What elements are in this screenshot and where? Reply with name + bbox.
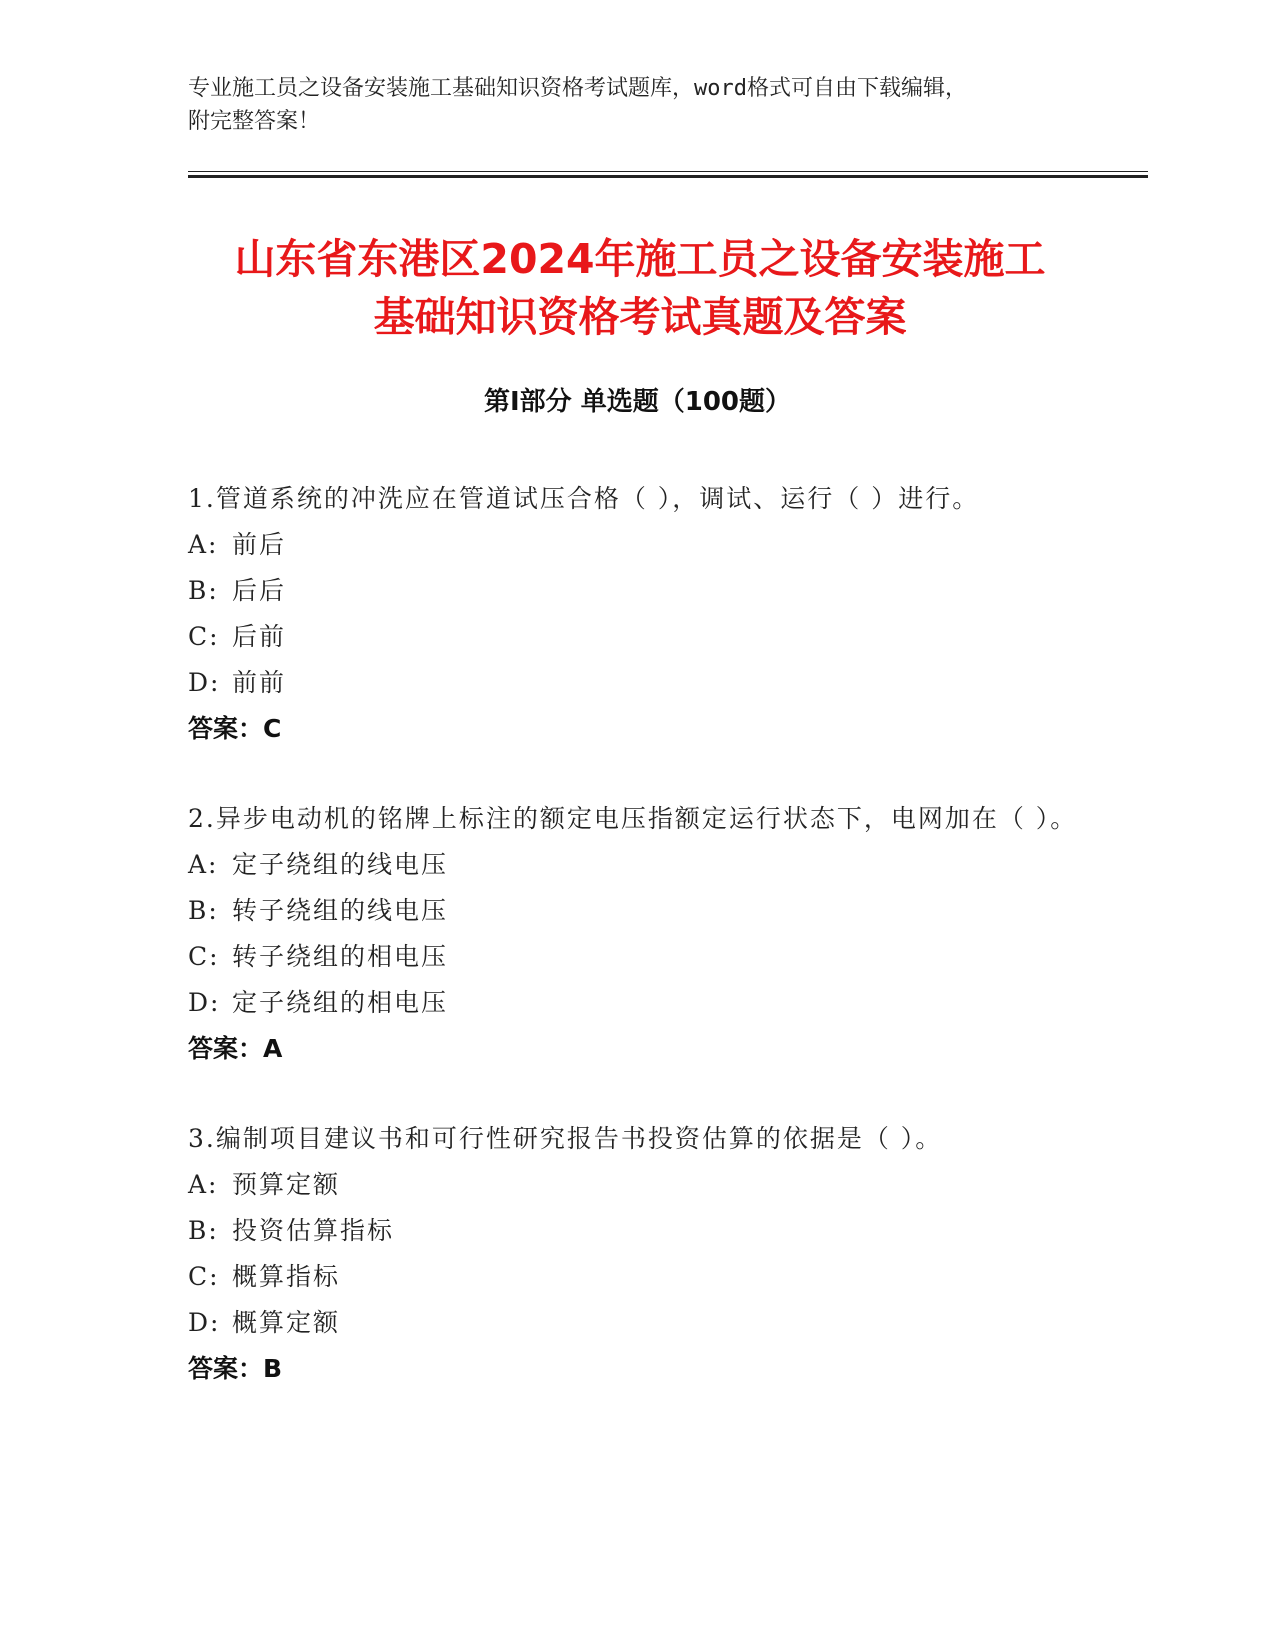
option-key: A: xyxy=(188,530,219,559)
option-a xyxy=(188,842,1088,888)
option-b xyxy=(188,1208,1088,1254)
option-key: C: xyxy=(188,622,220,651)
option-key: D: xyxy=(188,1308,221,1337)
option-key: A: xyxy=(188,850,219,879)
option-d xyxy=(188,1300,1088,1346)
option-a xyxy=(188,1162,1088,1208)
question-answer: 答案：C xyxy=(188,714,282,743)
header-note-line1: 专业施工员之设备安装施工基础知识资格考试题库，word格式可自由下载编辑， xyxy=(188,76,967,101)
option-d xyxy=(188,980,1088,1026)
document-title-line1: 山东省东港区2024年施工员之设备安装施工 xyxy=(234,235,1046,283)
option-key: B: xyxy=(188,1216,219,1245)
option-key: B: xyxy=(188,896,219,925)
document-title xyxy=(140,230,1140,346)
option-text: 转子绕组的相电压 xyxy=(232,942,449,971)
option-a xyxy=(188,522,1088,568)
question-1 xyxy=(188,476,1088,752)
option-key: D: xyxy=(188,988,221,1017)
option-key: B: xyxy=(188,576,219,605)
option-text: 投资估算指标 xyxy=(232,1216,395,1245)
question-stem: 1.管道系统的冲洗应在管道试压合格（ ），调试、运行（ ）进行。 xyxy=(188,484,980,513)
option-c xyxy=(188,934,1088,980)
option-text: 预算定额 xyxy=(232,1170,341,1199)
option-text: 定子绕组的线电压 xyxy=(232,850,449,879)
header-note-line2: 附完整答案！ xyxy=(188,109,321,134)
option-text: 转子绕组的线电压 xyxy=(232,896,449,925)
option-text: 定子绕组的相电压 xyxy=(232,988,449,1017)
option-key: C: xyxy=(188,942,220,971)
document-title-line2: 基础知识资格考试真题及答案 xyxy=(373,293,907,341)
question-3 xyxy=(188,1116,1088,1392)
option-key: D: xyxy=(188,668,221,697)
option-text: 概算指标 xyxy=(232,1262,341,1291)
header-note xyxy=(188,72,1088,138)
option-text: 后后 xyxy=(232,576,287,605)
header-rule-thin xyxy=(188,171,1148,172)
option-text: 后前 xyxy=(232,622,287,651)
option-c xyxy=(188,614,1088,660)
question-answer: 答案：A xyxy=(188,1034,283,1063)
option-text: 前前 xyxy=(232,668,287,697)
option-c xyxy=(188,1254,1088,1300)
section-title: 第Ⅰ部分 单选题（100题） xyxy=(484,387,791,417)
header-rule-thick xyxy=(188,175,1148,178)
question-stem: 3.编制项目建议书和可行性研究报告书投资估算的依据是（ ）。 xyxy=(188,1124,943,1153)
question-2 xyxy=(188,796,1088,1072)
question-answer: 答案：B xyxy=(188,1354,283,1383)
question-list xyxy=(188,476,1088,1436)
option-b xyxy=(188,568,1088,614)
option-text: 概算定额 xyxy=(232,1308,341,1337)
option-key: C: xyxy=(188,1262,220,1291)
question-stem: 2.异步电动机的铭牌上标注的额定电压指额定运行状态下，电网加在（ ）。 xyxy=(188,804,1078,833)
option-text: 前后 xyxy=(232,530,287,559)
option-key: A: xyxy=(188,1170,219,1199)
option-d xyxy=(188,660,1088,706)
option-b xyxy=(188,888,1088,934)
